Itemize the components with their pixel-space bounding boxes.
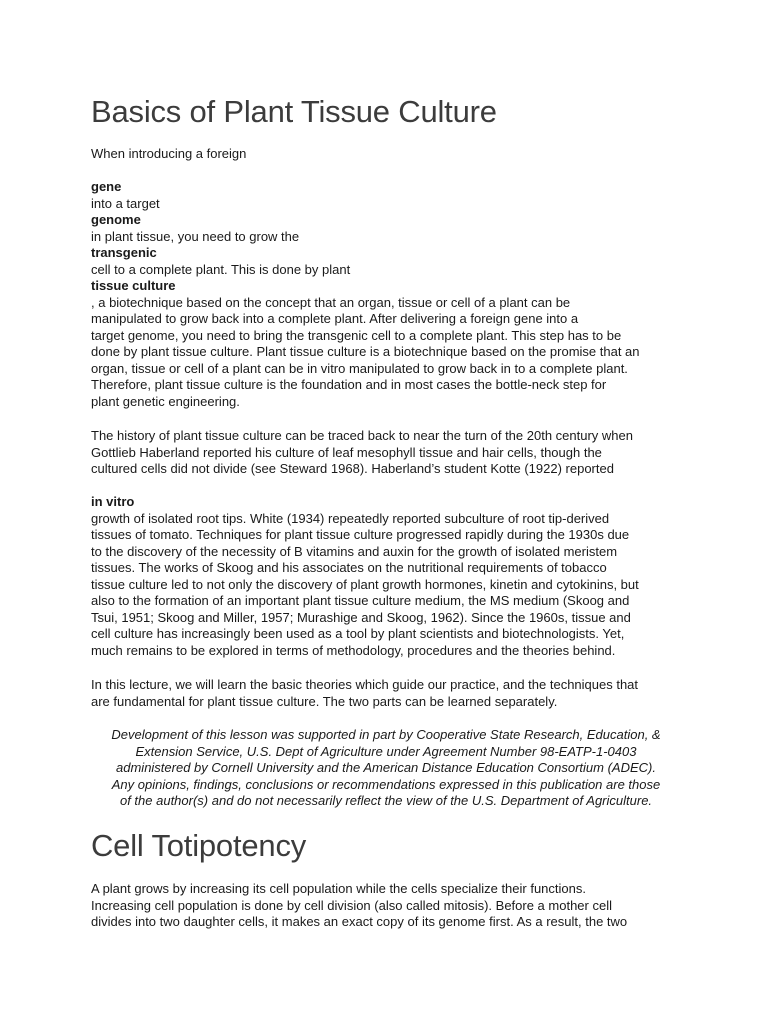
paragraph-line: also to the formation of an important plant tissue culture medium, the MS medium (Skoog and	[91, 593, 630, 608]
paragraph-line: plant genetic engineering.	[91, 393, 240, 409]
paragraph-line: organ, tissue or cell of a plant can be in vitro manipulated to grow back in to a complete plant.	[91, 360, 628, 376]
paragraph-line: tissue culture led to not only the discovery of plant growth hormones, kinetin and cytokinins, but	[91, 576, 639, 592]
page-title: Basics of Plant Tissue Culture	[91, 94, 497, 129]
paragraph-line: cultured cells did not divide (see Steward 1968). Haberland’s student Kotte (1922) reported	[91, 461, 614, 476]
paragraph-line: , a biotechnique based on the concept that an organ, tissue or cell of a plant can be	[91, 294, 571, 310]
ack-line: Development of this lesson was supported in part by Cooperative State Research, Education, &	[111, 727, 661, 742]
term-transgenic: transgenic	[91, 245, 157, 260]
paragraph-line: Gottlieb Haberland reported his culture of leaf mesophyll tissue and hair cells, though the	[91, 444, 602, 460]
intro-line: in plant tissue, you need to grow the	[91, 228, 300, 244]
paragraph-line: A plant grows by increasing its cell population while the cells specialize their functions.	[91, 881, 586, 896]
paragraph-line: Tsui, 1951; Skoog and Miller, 1957; Murashige and Skoog, 1962). Since the 1960s, tissue and	[91, 609, 631, 625]
term-tissue-culture: tissue culture	[91, 278, 176, 293]
term-gene: gene	[91, 179, 122, 194]
paragraph-line: The history of plant tissue culture can be traced back to near the turn of the 20th century when	[91, 428, 633, 443]
paragraph-line: Increasing cell population is done by cell division (also called mitosis). Before a mother cell	[91, 897, 612, 913]
lecture-paragraph	[91, 677, 681, 710]
ack-line: Extension Service, U.S. Dept of Agriculture under Agreement Number 98-EATP-1-0403	[135, 743, 637, 759]
paragraph-line: to the discovery of the necessity of B vitamins and auxin for the growth of isolated meristem	[91, 543, 618, 559]
paragraph-line: are fundamental for plant tissue culture. The two parts can be learned separately.	[91, 693, 558, 709]
paragraph-line: tissues of tomato. Techniques for plant tissue culture progressed rapidly during the 1930s due	[91, 527, 630, 542]
totipotency-paragraph	[91, 881, 681, 931]
paragraph-line: much remains to be explored in terms of methodology, procedures and the theories behind.	[91, 642, 616, 658]
acknowledgement	[91, 727, 681, 810]
intro-line: cell to a complete plant. This is done by plant	[91, 261, 351, 277]
ack-line: of the author(s) and do not necessarily reflect the view of the U.S. Department of Agriculture.	[119, 793, 653, 808]
paragraph-line: manipulated to grow back into a complete plant. After delivering a foreign gene into a	[91, 311, 579, 326]
term-in-vitro: in vitro	[91, 494, 135, 509]
paragraph-line: done by plant tissue culture. Plant tissue culture is a biotechnique based on the promise that an	[91, 344, 640, 359]
paragraph-line: Therefore, plant tissue culture is the foundation and in most cases the bottle-neck step for	[91, 377, 607, 392]
paragraph-line: divides into two daughter cells, it makes an exact copy of its genome first. As a result, the two	[91, 914, 628, 929]
intro-line: When introducing a foreign	[91, 146, 247, 161]
paragraph-line: In this lecture, we will learn the basic theories which guide our practice, and the techniques that	[91, 677, 639, 692]
ack-line: Any opinions, findings, conclusions or recommendations expressed in this publication are those	[111, 776, 661, 792]
paragraph-line: target genome, you need to bring the transgenic cell to a complete plant. This step has to be	[91, 327, 622, 343]
section-title: Cell Totipotency	[91, 828, 307, 863]
intro-line: into a target	[91, 195, 160, 211]
history-paragraph	[91, 428, 681, 659]
paragraph-line: tissues. The works of Skoog and his associates on the nutritional requirements of tobacco	[91, 560, 607, 575]
ack-line: administered by Cornell University and the American Distance Education Consortium (ADEC).	[116, 760, 656, 775]
paragraph-line: growth of isolated root tips. White (1934) repeatedly reported subculture of root tip-derived	[91, 510, 610, 526]
paragraph-line: cell culture has increasingly been used as a tool by plant scientists and biotechnologists. Yet,	[91, 626, 625, 641]
term-genome: genome	[91, 212, 141, 227]
intro-section	[91, 146, 681, 410]
